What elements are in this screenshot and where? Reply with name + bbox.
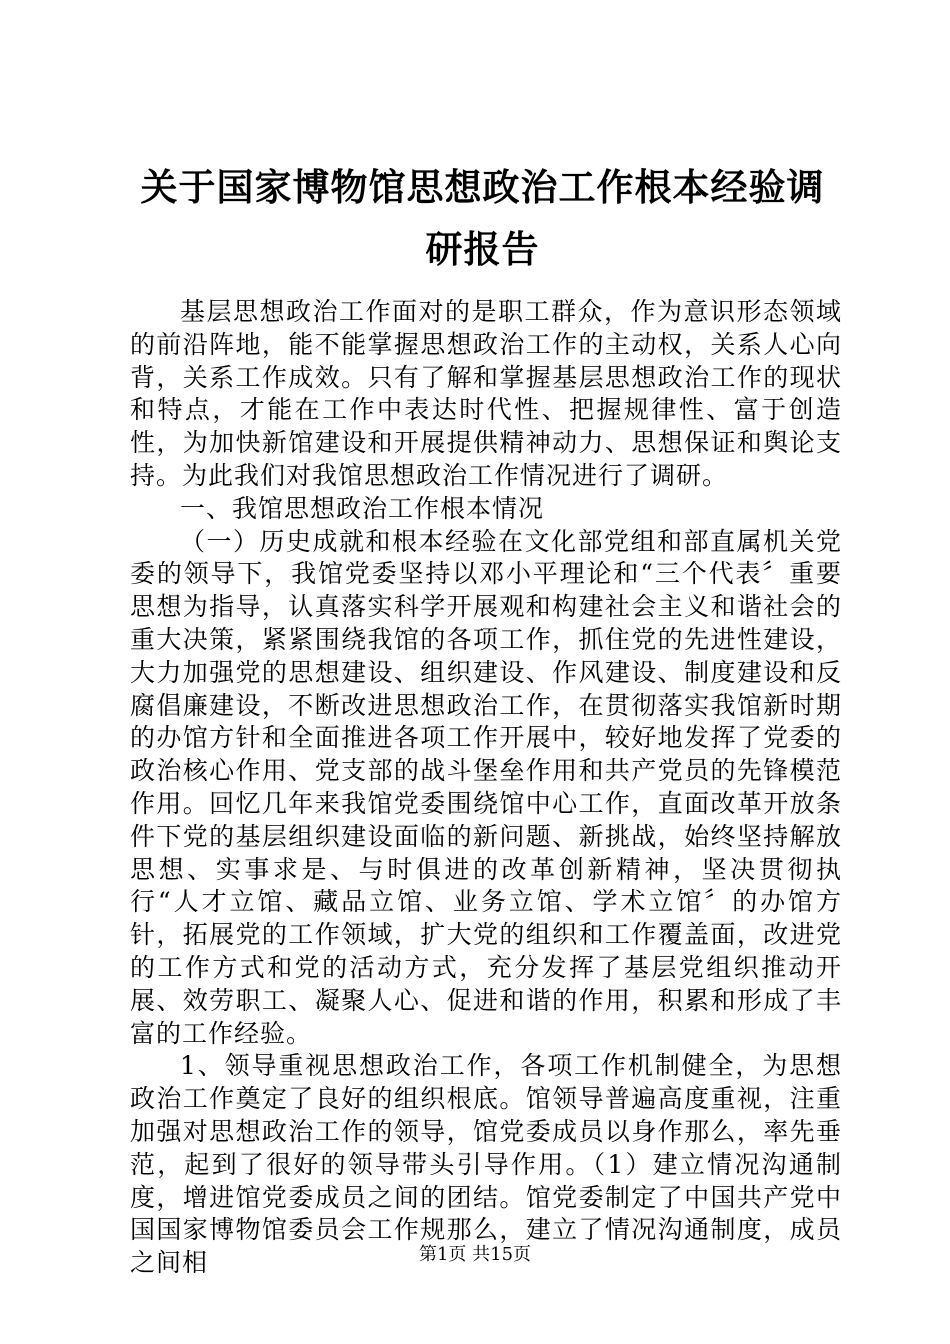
section-heading: 一、我馆思想政治工作根本情况 [180, 493, 545, 523]
document-title: 关于国家博物馆思想政治工作根本经验调研报告 [140, 165, 825, 271]
intro-paragraph: 基层思想政治工作面对的是职工群众，作为意识形态领域的前沿阵地，能不能掌握思想政治工作的主动权，关系人心向背，关系工作成效。只有了解和掌握基层思想政治工作的现状和特点，才能在工作中表达时代性、把握规律性、富于创造性，为加快新馆建设和开展提供精神动力、思想保证和舆论支持。为此我们对我馆思想政治工作情况进行了调研。 [130, 297, 842, 490]
subsection-paragraph: （一）历史成就和根本经验在文化部党组和部直属机关党委的领导下，我馆党委坚持以邓小平理论和“三个代表〞重要思想为指导，认真落实科学开展观和构建社会主义和谐社会的重大决策，紧紧围绕我馆的各项工作，抓住党的先进性建设，大力加强党的思想建设、组织建设、作风建设、制度建设和反腐倡廉建设，不断改进思想政治工作，在贯彻落实我馆新时期的办馆方针和全面推进各项工作开展中，较好地发挥了党委的政治核心作用、党支部的战斗堡垒作用和共产党员的先锋模范作用。回忆几年来我馆党委围绕馆中心工作，直面改革开放条件下党的基层组织建设面临的新问题、新挑战，始终坚持解放思想、实事求是、与时俱进的改革创新精神，坚决贯彻执行“人才立馆、藏品立馆、业务立馆、学术立馆〞的办馆方针，拓展党的工作领域，扩大党的组织和工作覆盖面，改进党的工作方式和党的活动方式，充分发挥了基层党组织推动开展、效劳职工、凝聚人心、促进和谐的作用，积累和形成了丰富的工作经验。 [130, 526, 842, 1048]
document-body [130, 296, 842, 1280]
point-paragraph: 1、领导重视思想政治工作，各项工作机制健全，为思想政治工作奠定了良好的组织根底。馆领导普遍高度重视，注重加强对思想政治工作的领导，馆党委成员以身作那么，率先垂范，起到了很好的领导带头引导作用。（1）建立情况沟通制度，增进馆党委成员之间的团结。馆党委制定了中国共产党中国国家博物馆委员会工作规那么，建立了情况沟通制度，成员之间相 [130, 1051, 842, 1278]
page-footer: 第1页 共15页 [418, 1244, 532, 1265]
